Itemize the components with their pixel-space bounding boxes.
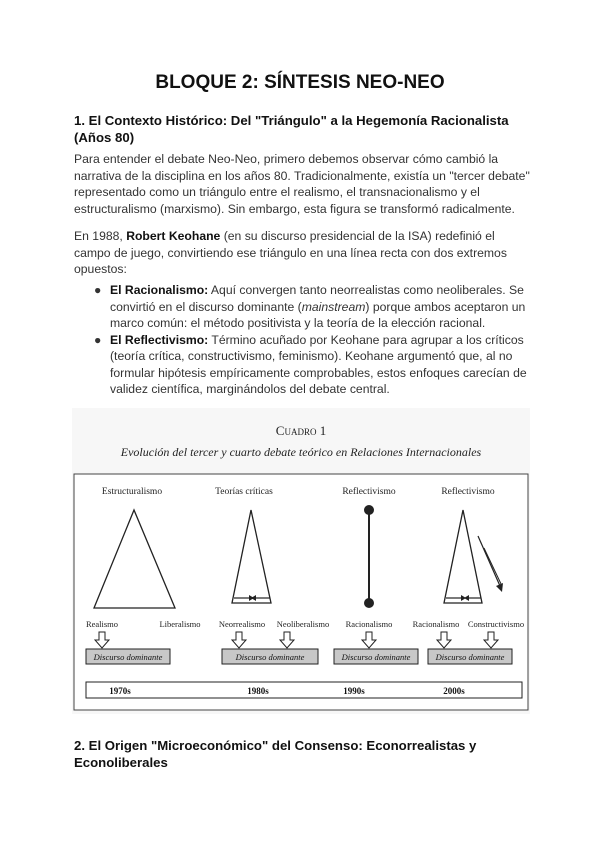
author-name: Robert Keohane bbox=[126, 229, 221, 243]
panel-4-box: Discurso dominante bbox=[435, 652, 505, 662]
panel-1-right: Liberalismo bbox=[159, 619, 201, 629]
panel-4-right: Constructivismo bbox=[467, 619, 525, 629]
section-1-paragraph-2 bbox=[74, 228, 534, 278]
panel-1-box: Discurso dominante bbox=[93, 652, 163, 662]
panel-2-left: Neorrealismo bbox=[218, 619, 266, 629]
decade-1990s: 1990s bbox=[343, 686, 365, 696]
decade-1970s: 1970s bbox=[109, 686, 131, 696]
panel-1-title: Estructuralismo bbox=[101, 487, 163, 497]
p2-intro: En 1988, bbox=[74, 229, 127, 243]
p2-rest: (en su discurso presidencial de la ISA) redefinió el campo de juego, convirtiendo ese triángulo en una línea recta con dos extremos opuestos: bbox=[74, 229, 507, 276]
decade-1980s: 1980s bbox=[247, 686, 269, 696]
bullet-reflectivismo: ● El Reflectivismo: Término acuñado por Keohane para agrupar a los críticos (teoría crítica, constructivismo, feminismo). Keohane argumentó que, al no formular hipótesis empíricamente comprobables, estos enfoques carecían de validez científica, marginándolos del debate central. bbox=[94, 332, 527, 396]
bullet-term: El Racionalismo: bbox=[110, 283, 209, 297]
panel-2-box: Discurso dominante bbox=[235, 652, 305, 662]
section-1-paragraph-1: Para entender el debate Neo-Neo, primero debemos observar cómo cambió la narrativa de la disciplina en los años 80. Tradicionalmente, existía un "tercer debate" representado como un triángulo entre el realismo, el transnacionalismo y el estructuralismo (marxismo). Sin embargo, esta figura se transformó radicalmente. bbox=[74, 152, 530, 216]
figure-subtitle: Evolución del tercer y cuarto debate teórico en Relaciones Internacionales bbox=[120, 445, 482, 459]
panel-2-title: Teorías críticas bbox=[215, 487, 273, 497]
panel-4-title: Reflectivismo bbox=[441, 487, 495, 497]
panel-2-right: Neoliberalismo bbox=[276, 619, 330, 629]
bullet-term: El Reflectivismo: bbox=[110, 332, 209, 347]
section-1-heading: 1. El Contexto Histórico: Del "Triángulo" a la Hegemonía Racionalista (Años 80) bbox=[74, 113, 509, 145]
section-2-heading: 2. El Origen "Microeconómico" del Consenso: Econorrealistas y Econoliberales bbox=[74, 738, 477, 770]
bullet-list bbox=[92, 282, 532, 398]
decade-2000s: 2000s bbox=[443, 686, 465, 696]
page-title: BLOQUE 2: SÍNTESIS NEO-NEO bbox=[155, 72, 445, 93]
panel-4-left: Racionalismo bbox=[412, 619, 460, 629]
panel-3-title: Reflectivismo bbox=[342, 487, 396, 497]
panel-3-left: Racionalismo bbox=[345, 619, 393, 629]
panel-1-left: Realismo bbox=[85, 619, 119, 629]
figure-caption: Cuadro 1 bbox=[275, 423, 327, 438]
bullet-racionalismo: ● El Racionalismo: Aquí convergen tanto neorrealistas como neoliberales. Se convirtió en el discurso dominante (mainstream) porque ambos aceptaron un marco común: el método positivista y la teoría de la elección racional. bbox=[94, 283, 526, 330]
figure-cuadro-1 bbox=[72, 408, 530, 714]
panel-3-box: Discurso dominante bbox=[341, 652, 411, 662]
